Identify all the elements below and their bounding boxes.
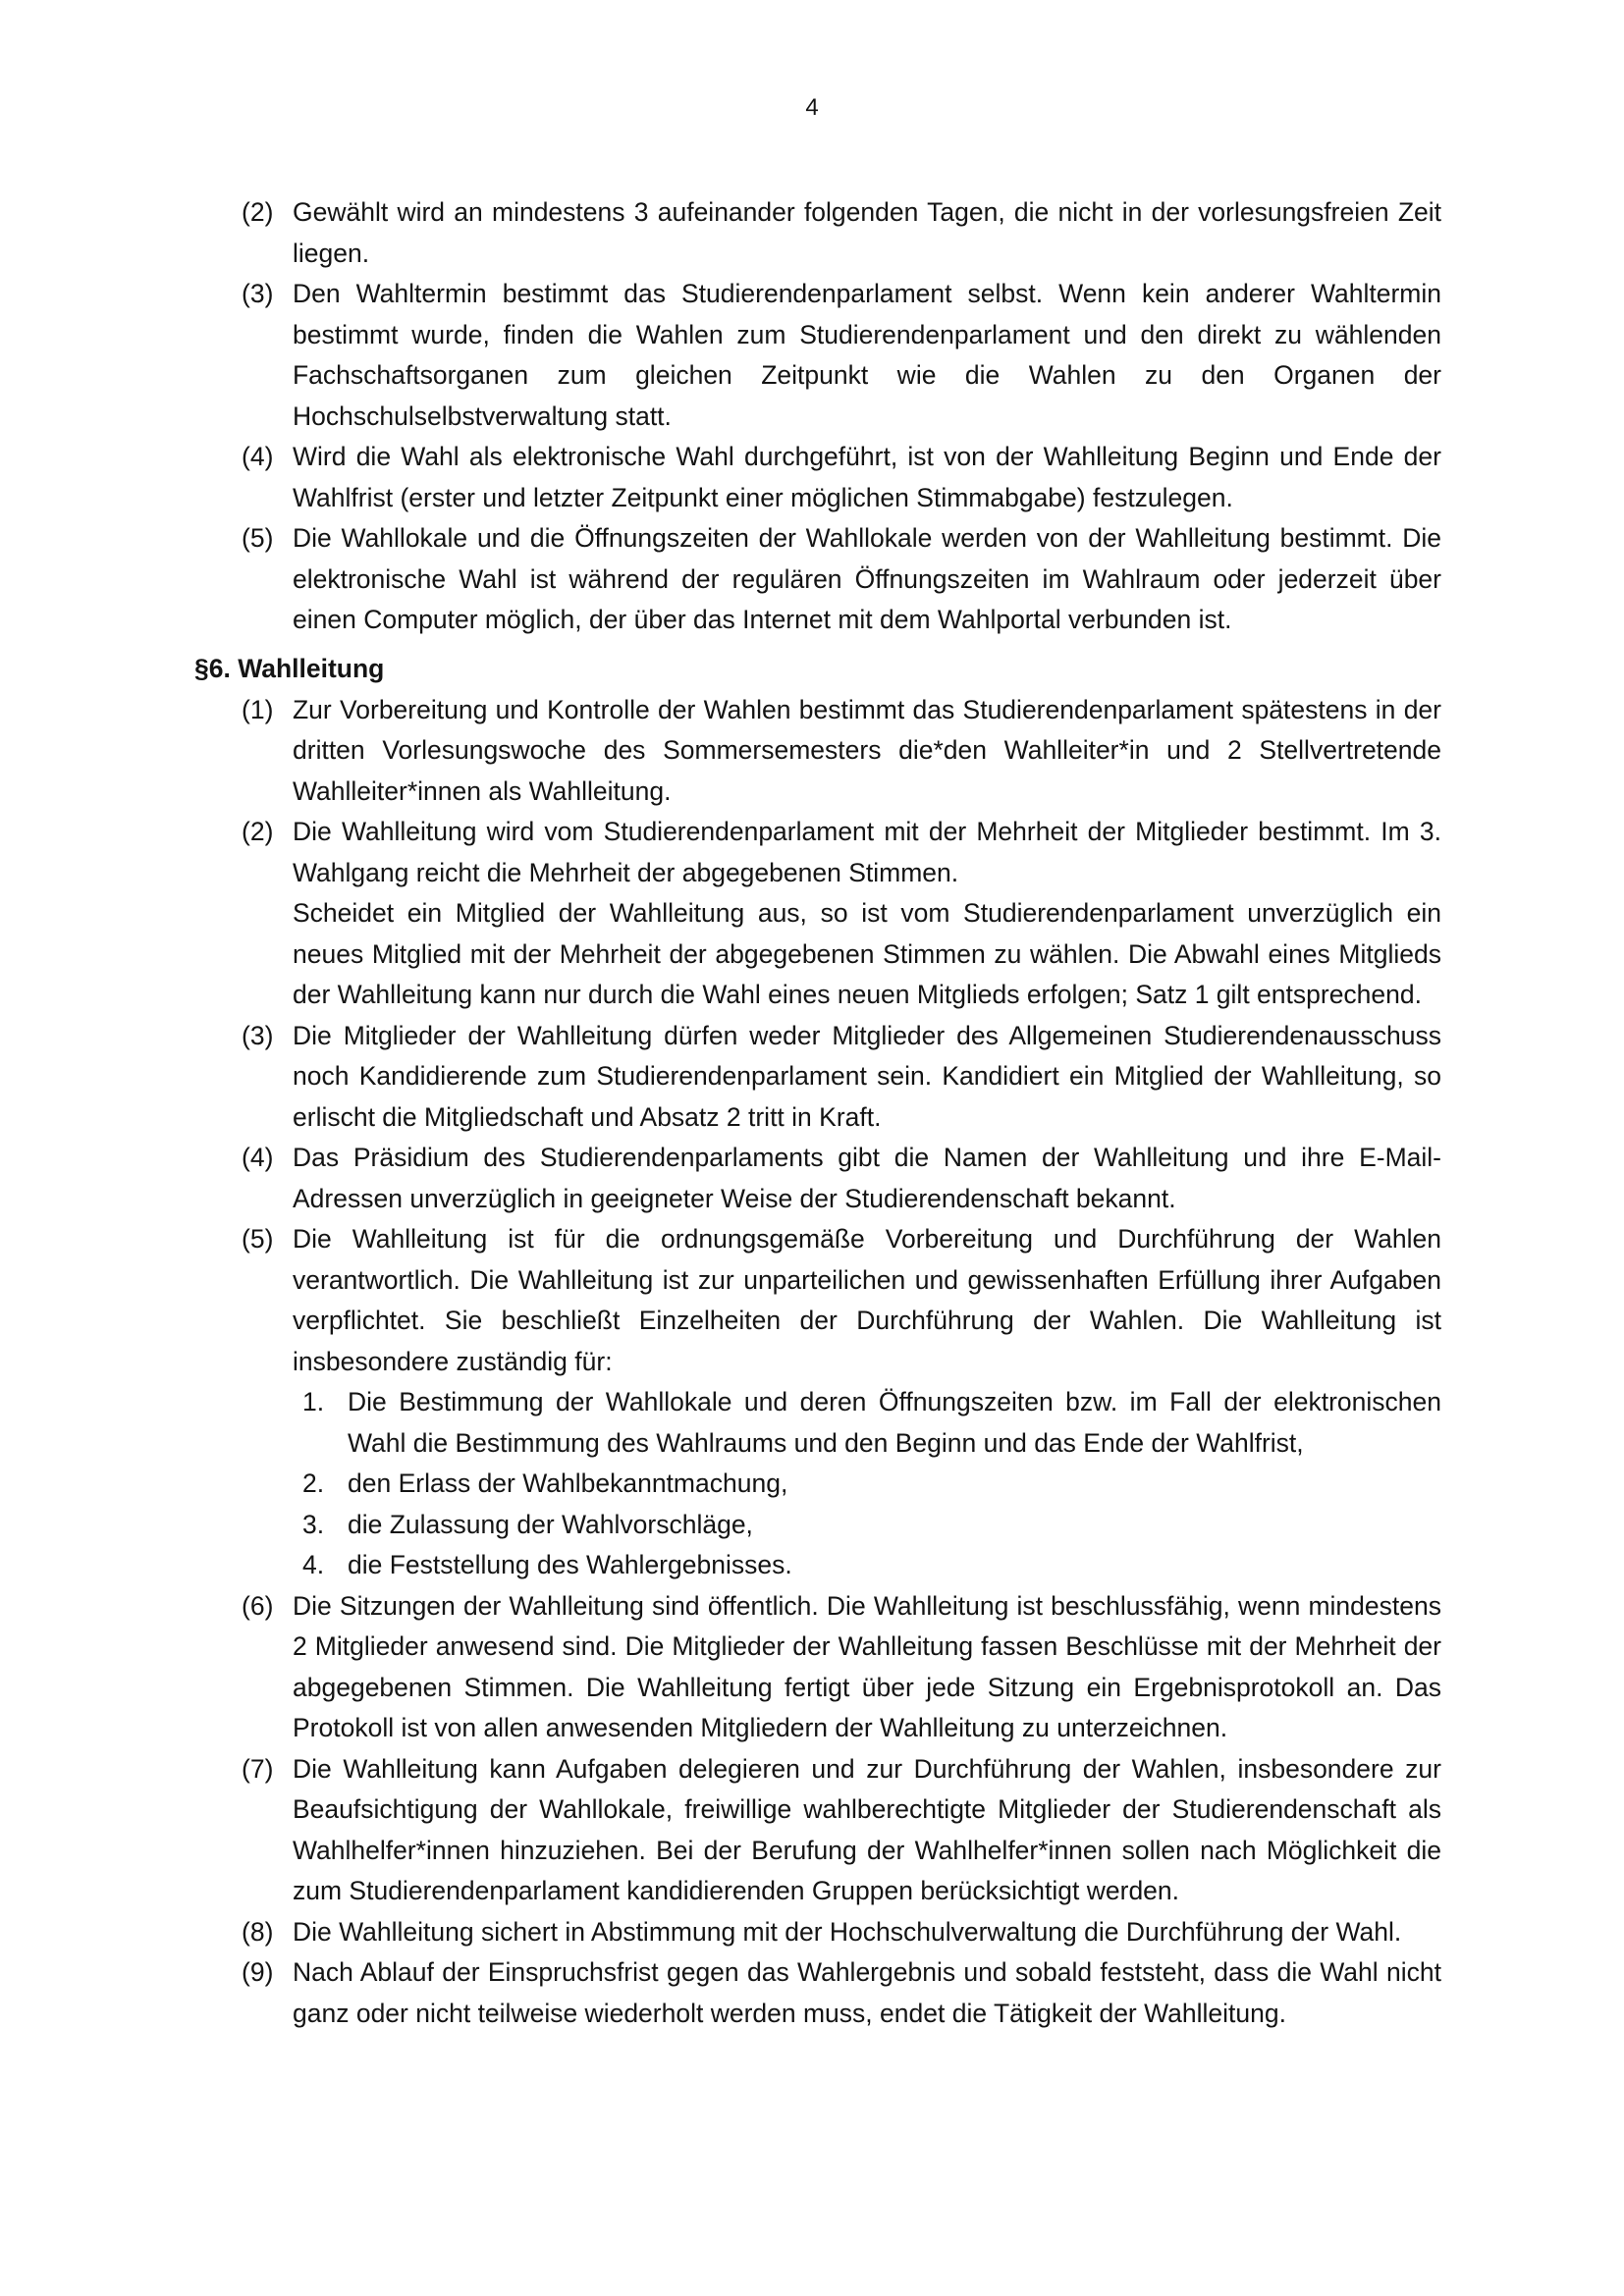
sublist-text: Die Bestimmung der Wahllokale und deren Öffnungszeiten bzw. im Fall der elektronischen Wahl die Bestimmung des Wahlraums und den Beginn und das Ende der Wahlfrist, (348, 1387, 1441, 1458)
sublist-number: 2. (302, 1468, 325, 1498)
item-number: (2) (242, 817, 274, 846)
item-text: Nach Ablauf der Einspruchsfrist gegen das Wahlergebnis und sobald feststeht, dass die Wahl nicht ganz oder nicht teilweise wiederholt werden muss, endet die Tätigkeit der Wahlleitung. (293, 1957, 1441, 2028)
item-number: (9) (242, 1957, 274, 1987)
item-text: Das Präsidium des Studierendenparlaments gibt die Namen der Wahlleitung und ihre E-Mail-Adressen unverzüglich in geeigneter Weise der Studierendenschaft bekannt. (293, 1143, 1441, 1213)
item-text: Gewählt wird an mindestens 3 aufeinander folgenden Tagen, die nicht in der vorlesungsfreien Zeit liegen. (293, 197, 1441, 268)
sublist-item (293, 1382, 1441, 1464)
paragraph-item (242, 1952, 1441, 2034)
item-text: Zur Vorbereitung und Kontrolle der Wahlen bestimmt das Studierendenparlament spätestens in der dritten Vorlesungswoche des Sommersemesters die*den Wahlleiter*in und 2 Stellvertretende Wahlleiter*innen als Wahlleitung. (293, 694, 1441, 806)
item-number: (4) (242, 442, 274, 471)
item-text-continuation: Scheidet ein Mitglied der Wahlleitung aus, so ist vom Studierendenparlament unverzüglich ein neues Mitglied mit der Mehrheit der abgegebenen Stimmen zu wählen. Die Abwahl eines Mitglieds der Wahlleitung kann nur durch die Wahl eines neuen Mitglieds erfolgen; Satz 1 gilt entsprechend. (293, 898, 1441, 1009)
item-text: Die Wahlleitung kann Aufgaben delegieren und zur Durchführung der Wahlen, insbesondere zur Beaufsichtigung der Wahllokale, freiwillige wahlberechtigte Mitglieder der Studierendenschaft als Wahlhelfer*innen hinzuziehen. Bei der Berufung der Wahlhelfer*innen sollen nach Möglichkeit die zum Studierendenparlament kandidierenden Gruppen berücksichtigt werden. (293, 1753, 1441, 1905)
paragraph-item (242, 1016, 1441, 1139)
paragraph-item (242, 1749, 1441, 1912)
sublist-number: 4. (302, 1550, 325, 1579)
item-text: Den Wahltermin bestimmt das Studierendenparlament selbst. Wenn kein anderer Wahltermin bestimmt wurde, finden die Wahlen zum Studierendenparlament und den direkt zu wählenden Fachschaftsorganen zum gleichen Zeitpunkt wie die Wahlen zu den Organen der Hochschulselbstverwaltung statt. (293, 279, 1441, 431)
numbered-sublist (293, 1382, 1441, 1586)
item-number: (5) (242, 1224, 274, 1254)
item-text: Wird die Wahl als elektronische Wahl durchgeführt, ist von der Wahlleitung Beginn und Ende der Wahlfrist (erster und letzter Zeitpunkt einer möglichen Stimmabgabe) festzulegen. (293, 442, 1441, 512)
paragraph-item (242, 518, 1441, 641)
sublist-number: 1. (302, 1387, 325, 1416)
paragraph-item (242, 437, 1441, 518)
paragraph-item (242, 812, 1441, 1016)
item-number: (4) (242, 1143, 274, 1172)
item-text: Die Mitglieder der Wahlleitung dürfen weder Mitglieder des Allgemeinen Studierendenausschuss noch Kandidierende zum Studierendenparlament sein. Kandidiert ein Mitglied der Wahlleitung, so erlischt die Mitgliedschaft und Absatz 2 tritt in Kraft. (293, 1020, 1441, 1132)
item-number: (1) (242, 694, 274, 724)
sublist-item (293, 1464, 1441, 1505)
paragraph-item (242, 192, 1441, 274)
sublist-item (293, 1505, 1441, 1546)
item-number: (3) (242, 279, 274, 308)
sublist-text: die Feststellung des Wahlergebnisses. (348, 1550, 792, 1579)
page-content (194, 192, 1441, 2034)
page-number: 4 (805, 94, 819, 121)
sublist-text: den Erlass der Wahlbekanntmachung, (348, 1468, 788, 1498)
item-number: (2) (242, 197, 274, 227)
paragraph-item (242, 274, 1441, 437)
paragraph-item (242, 1219, 1441, 1586)
item-number: (8) (242, 1916, 274, 1947)
paragraph-item (242, 1586, 1441, 1749)
sublist-number: 3. (302, 1509, 325, 1539)
item-text: Die Wahlleitung wird vom Studierendenparlament mit der Mehrheit der Mitglieder bestimmt. Im 3. Wahlgang reicht die Mehrheit der abgegebenen Stimmen. (293, 817, 1441, 887)
item-number: (6) (242, 1590, 274, 1621)
sublist-item (293, 1545, 1441, 1586)
section-heading: §6. Wahlleitung (194, 653, 385, 683)
item-number: (3) (242, 1020, 274, 1050)
item-number: (5) (242, 523, 274, 553)
item-number: (7) (242, 1753, 274, 1784)
paragraph-item (242, 1912, 1441, 1953)
sublist-text: die Zulassung der Wahlvorschläge, (348, 1509, 753, 1539)
item-text: Die Sitzungen der Wahlleitung sind öffentlich. Die Wahlleitung ist beschlussfähig, wenn mindestens 2 Mitglieder anwesend sind. Die Mitglieder der Wahlleitung fassen Beschlüsse mit der Mehrheit der abgegebenen Stimmen. Die Wahlleitung fertigt über jede Sitzung ein Ergebnisprotokoll an. Das Protokoll ist von allen anwesenden Mitgliedern der Wahlleitung zu unterzeichnen. (293, 1590, 1441, 1742)
paragraph-item (242, 1138, 1441, 1219)
item-text: Die Wahllokale und die Öffnungszeiten der Wahllokale werden von der Wahlleitung bestimmt. Die elektronische Wahl ist während der regulären Öffnungszeiten im Wahlraum oder jederzeit über einen Computer möglich, der über das Internet mit dem Wahlportal verbunden ist. (293, 523, 1441, 634)
paragraph-item (242, 690, 1441, 813)
item-text: Die Wahlleitung ist für die ordnungsgemäße Vorbereitung und Durchführung der Wahlen verantwortlich. Die Wahlleitung ist zur unparteilichen und gewissenhaften Erfüllung ihrer Aufgaben verpflichtet. Sie beschließt Einzelheiten der Durchführung der Wahlen. Die Wahlleitung ist insbesondere zuständig für: (293, 1224, 1441, 1376)
item-text: Die Wahlleitung sichert in Abstimmung mit der Hochschulverwaltung die Durchführung der Wahl. (293, 1916, 1402, 1947)
